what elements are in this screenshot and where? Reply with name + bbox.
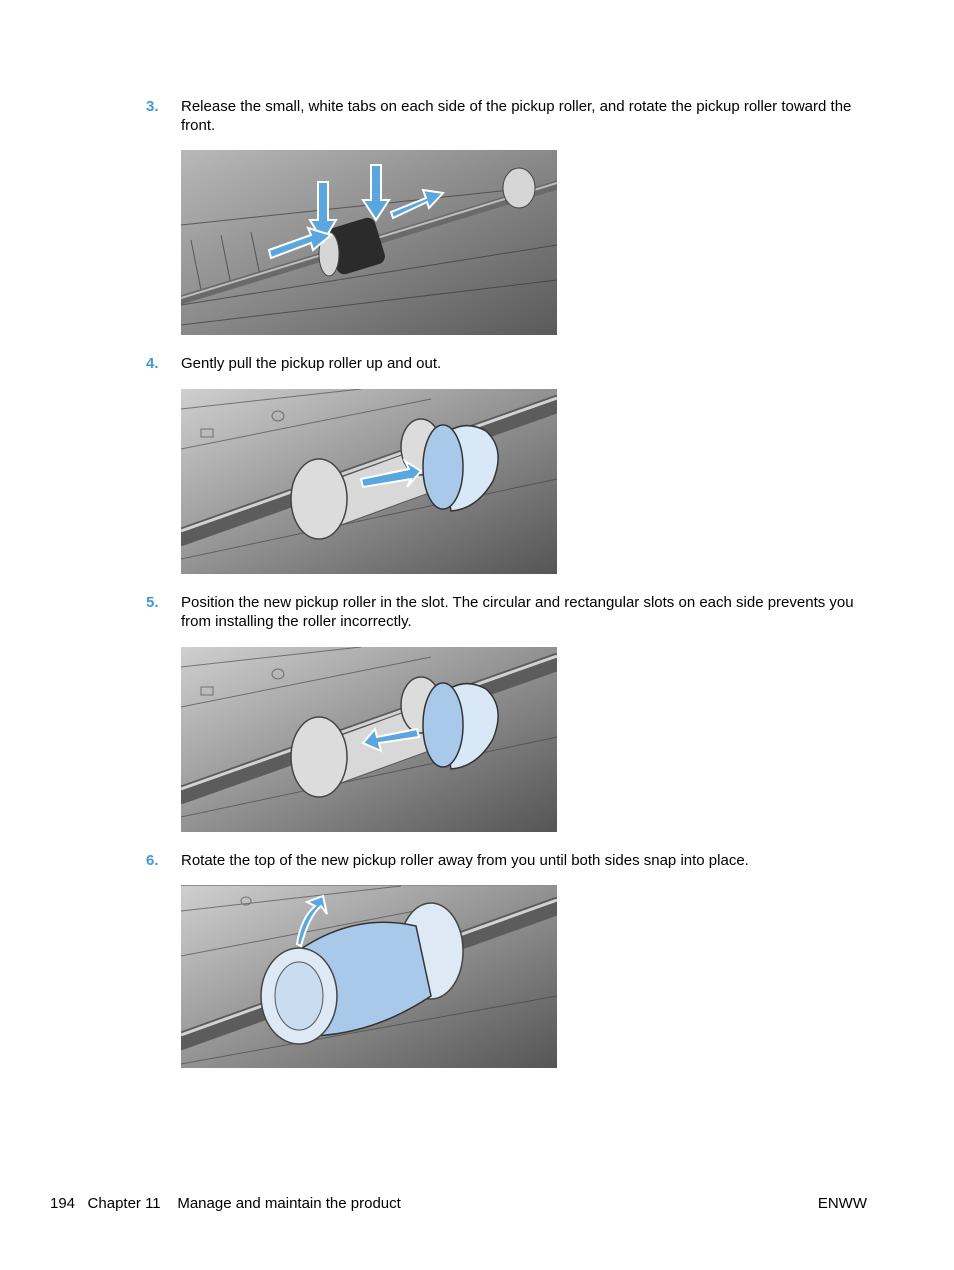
footer-left (50, 1194, 401, 1213)
step-text: Rotate the top of the new pickup roller away from you until both sides snap into place. (181, 852, 749, 869)
step-number: 3. (146, 98, 159, 115)
step-text: Gently pull the pickup roller up and out. (181, 355, 442, 372)
chapter-label: Chapter 11 (87, 1195, 161, 1212)
step-number: 5. (146, 594, 159, 611)
figure-pull-roller (181, 389, 557, 574)
figure-position-roller (181, 647, 557, 832)
step-number: 6. (146, 852, 159, 869)
page-number: 194 (50, 1195, 76, 1212)
chapter-title: Manage and maintain the product (177, 1195, 401, 1212)
figure-release-tabs (181, 150, 557, 335)
step-text: Release the small, white tabs on each side of the pickup roller, and rotate the pickup roller toward the front. (181, 98, 852, 134)
footer-right: ENWW (817, 1195, 867, 1212)
figure-rotate-roller (181, 885, 557, 1068)
step-number: 4. (146, 355, 159, 372)
step-text: Position the new pickup roller in the slot. The circular and rectangular slots on each side prevents you from installing the roller incorrectly. (181, 594, 854, 630)
